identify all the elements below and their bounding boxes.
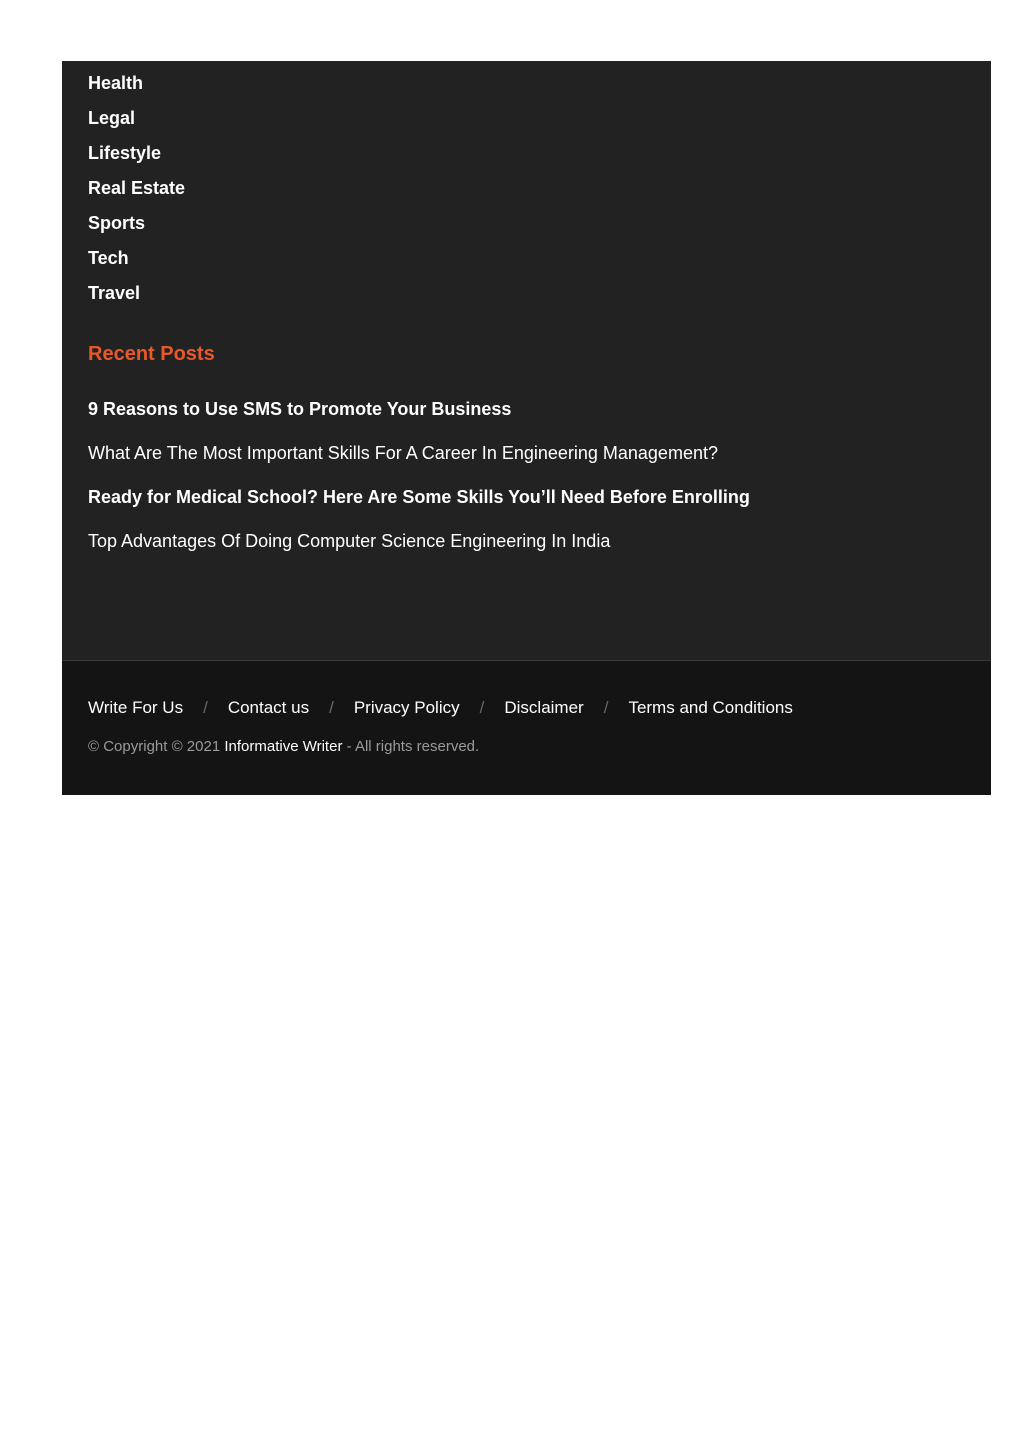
copyright-suffix: - All rights reserved.: [346, 738, 480, 755]
category-list: [88, 71, 185, 316]
recent-posts-title: Recent Posts: [88, 343, 215, 365]
menu-separator: /: [329, 698, 334, 717]
write-for-us-link[interactable]: Write For Us: [88, 698, 184, 717]
category-link-lifestyle[interactable]: Lifestyle: [88, 143, 162, 163]
footer-widgets: [62, 61, 991, 660]
category-link-legal[interactable]: Legal: [88, 108, 136, 128]
site-footer: [62, 61, 991, 795]
recent-post-link[interactable]: What Are The Most Important Skills For A Career In Engineering Management?: [88, 443, 718, 463]
category-link-health[interactable]: Health: [88, 73, 144, 93]
terms-link[interactable]: Terms and Conditions: [628, 698, 793, 717]
recent-post-link[interactable]: Top Advantages Of Doing Computer Science Engineering In India: [88, 531, 611, 551]
menu-separator: /: [203, 698, 208, 717]
category-link-tech[interactable]: Tech: [88, 248, 129, 268]
footer-bottom-bar: [62, 660, 991, 795]
category-link-real-estate[interactable]: Real Estate: [88, 178, 186, 198]
brand-link[interactable]: Informative Writer: [224, 738, 343, 755]
privacy-policy-link[interactable]: Privacy Policy: [353, 698, 460, 717]
footer-menu: [88, 698, 793, 718]
menu-separator: /: [479, 698, 485, 717]
recent-post-link[interactable]: Ready for Medical School? Here Are Some Skills You’ll Need Before Enrolling: [88, 487, 750, 507]
category-link-travel[interactable]: Travel: [88, 283, 141, 303]
copyright-prefix: © Copyright © 2021: [88, 738, 221, 755]
menu-separator: /: [603, 698, 609, 717]
recent-post-link[interactable]: 9 Reasons to Use SMS to Promote Your Business: [88, 399, 512, 419]
category-link-sports[interactable]: Sports: [88, 213, 146, 233]
copyright-notice: [88, 738, 479, 755]
disclaimer-link[interactable]: Disclaimer: [504, 698, 584, 717]
contact-us-link[interactable]: Contact us: [227, 698, 310, 717]
recent-posts-list: [88, 397, 750, 573]
